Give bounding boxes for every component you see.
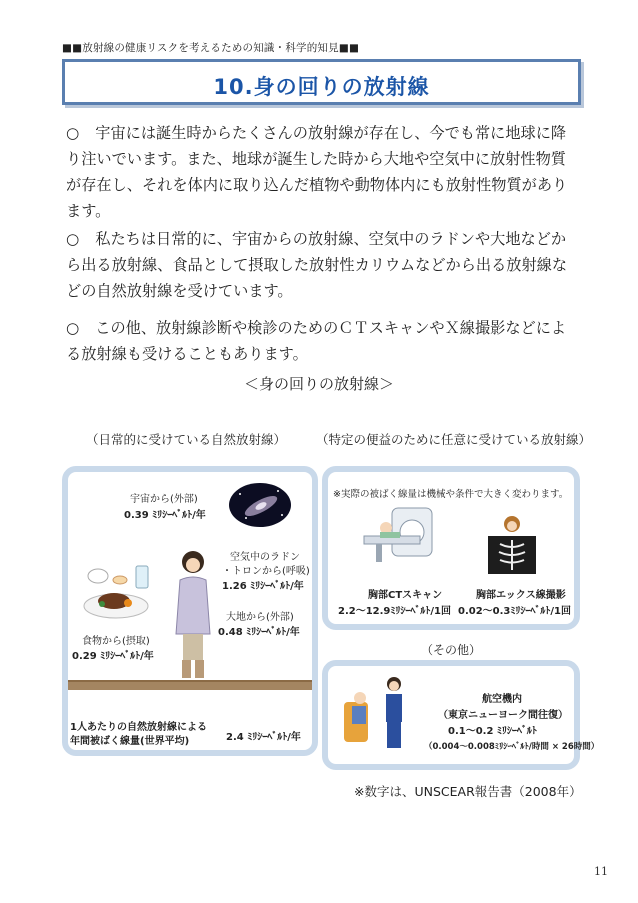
medical-note: ※実際の被ばく線量は機械や条件で大きく変わります。: [333, 489, 569, 500]
food-illustration: [80, 556, 160, 622]
flight-route: （東京ニューヨーク間往復）: [438, 710, 568, 721]
ct-label: 胸部CTスキャン: [368, 590, 443, 601]
paragraph-3: [66, 315, 578, 367]
thoron-label: ・トロンから(呼吸): [222, 566, 310, 577]
ground-value: 0.48 ﾐﾘｼｰﾍﾞﾙﾄ/年: [218, 627, 300, 638]
cosmic-label: 宇宙から(外部): [130, 494, 198, 505]
header-line: ■■放射線の健康リスクを考えるための知識・科学的知見■■: [62, 42, 360, 54]
total-label: 1人あたりの自然放射線による: [70, 722, 207, 733]
paragraph-text: 私たちは日常的に、宇宙からの放射線、空気中のラドンや大地などから出る放射線、食品として摂取した放射性カリウムなどから出る放射線などの自然放射線を受けています。: [66, 230, 568, 300]
total-label-sub: 年間被ばく線量(世界平均): [70, 736, 190, 747]
ground-label: 大地から(外部): [226, 612, 294, 623]
xray-illustration: [482, 514, 542, 578]
radon-value: 1.26 ﾐﾘｼｰﾍﾞﾙﾄ/年: [222, 581, 304, 592]
woman-figure: [170, 548, 216, 684]
cosmic-value: 0.39 ﾐﾘｼｰﾍﾞﾙﾄ/年: [124, 510, 206, 521]
page-number: 11: [594, 865, 608, 878]
ct-scanner-illustration: [362, 504, 436, 568]
voluntary-section-label: （特定の便益のために任意に受けている放射線）: [316, 432, 592, 447]
bullet-mark: ○: [66, 124, 80, 142]
food-label: 食物から(摂取): [82, 636, 150, 647]
radon-label: 空気中のラドン: [230, 552, 300, 563]
other-label: （その他）: [420, 643, 481, 657]
figure-caption: ＜身の回りの放射線＞: [243, 375, 394, 393]
food-value: 0.29 ﾐﾘｼｰﾍﾞﾙﾄ/年: [72, 651, 154, 662]
flight-value: 0.1～0.2 ﾐﾘｼｰﾍﾞﾙﾄ: [448, 726, 537, 737]
xray-label: 胸部エックス線撮影: [476, 590, 566, 601]
ground-soil: [68, 680, 312, 690]
page-title: 10.身の回りの放射線: [213, 75, 430, 99]
galaxy-icon: [228, 482, 292, 528]
paragraph-text: この他、放射線診断や検診のためのＣＴスキャンやＸ線撮影などによる放射線も受けることもあります。: [66, 319, 567, 363]
flight-label: 航空機内: [482, 694, 522, 705]
title-box: [62, 59, 581, 105]
airplane-cabin-illustration: [340, 672, 418, 754]
bullet-mark: ○: [66, 230, 80, 248]
paragraph-1: [66, 120, 578, 224]
paragraph-text: 宇宙には誕生時からたくさんの放射線が存在し、今でも常に地球に降り注いでいます。また、地球が誕生した時から大地や空気中に放射性物質が存在し、それを体内に取り込んだ植物や動物体内にも放射性物質があります。: [66, 124, 568, 220]
xray-value: 0.02～0.3ﾐﾘｼｰﾍﾞﾙﾄ/1回: [458, 606, 571, 617]
source-note: ※数字は、UNSCEAR報告書（2008年）: [354, 784, 582, 799]
natural-section-label: （日常的に受けている自然放射線）: [86, 432, 287, 447]
total-value: 2.4 ﾐﾘｼｰﾍﾞﾙﾄ/年: [226, 732, 301, 743]
ct-value: 2.2～12.9ﾐﾘｼｰﾍﾞﾙﾄ/1回: [338, 606, 451, 617]
paragraph-2: [66, 226, 578, 304]
bullet-mark: ○: [66, 319, 80, 337]
flight-detail: （0.004～0.008ﾐﾘｼｰﾍﾞﾙﾄ/時間 × 26時間）: [424, 742, 600, 752]
